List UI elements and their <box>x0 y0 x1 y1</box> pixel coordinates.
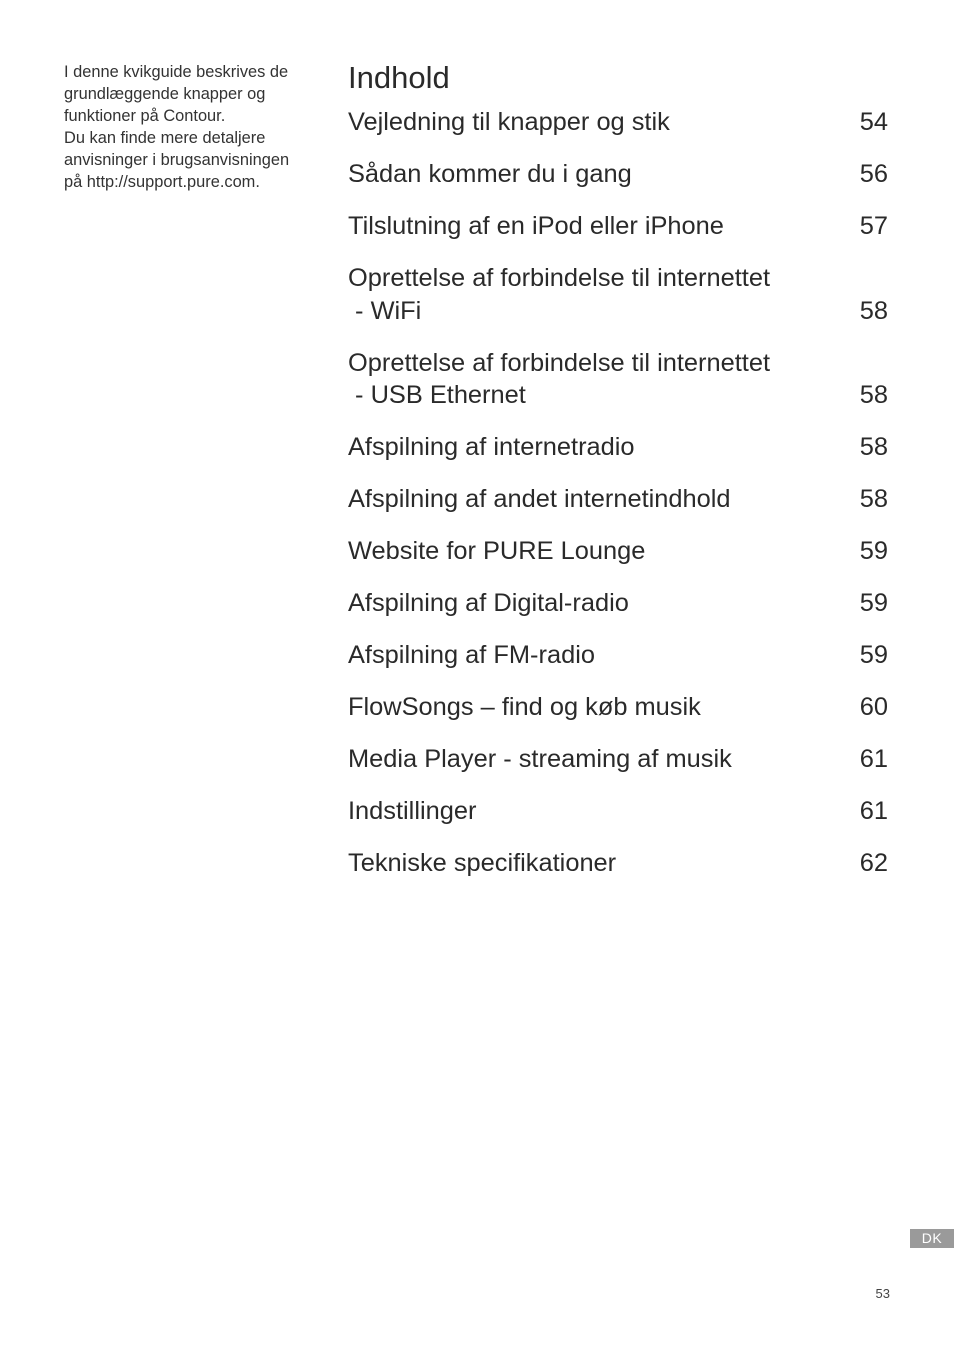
toc-item-page: 60 <box>859 693 888 721</box>
toc-title: Indhold <box>348 60 450 95</box>
toc-item-label: Tekniske specifikationer <box>348 849 617 877</box>
intro-line: Du kan finde mere detaljere <box>64 129 266 147</box>
intro-line: funktioner på Contour. <box>64 107 226 125</box>
toc-item-label: Afspilning af FM-radio <box>348 641 595 669</box>
toc-item-label: FlowSongs – find og køb musik <box>348 693 701 721</box>
toc-item-page: 57 <box>859 212 888 240</box>
toc-item[interactable] <box>348 795 888 828</box>
toc-item-page: 58 <box>859 433 888 461</box>
toc-item-page: 54 <box>859 108 888 136</box>
intro-line: på http://support.pure.com. <box>64 173 260 191</box>
toc-item-page: 62 <box>859 849 888 877</box>
intro-line: anvisninger i brugsanvisningen <box>64 151 290 169</box>
toc-item-label-continued: - USB Ethernet <box>348 381 526 409</box>
toc-item[interactable] <box>348 847 888 880</box>
toc-item-label: Sådan kommer du i gang <box>348 160 632 188</box>
toc-item[interactable] <box>348 210 888 243</box>
toc-item[interactable] <box>348 431 888 464</box>
toc-item-label: Tilslutning af en iPod eller iPhone <box>348 212 724 240</box>
toc-item[interactable] <box>348 262 888 327</box>
toc-item-page: 61 <box>859 797 888 825</box>
toc-item-page: 61 <box>859 745 888 773</box>
toc-list <box>348 106 888 880</box>
toc-item-page: 58 <box>859 381 888 409</box>
toc-item-page: 59 <box>859 589 888 617</box>
toc-item[interactable] <box>348 483 888 516</box>
toc-item-page: 58 <box>859 296 888 325</box>
intro-line: I denne kvikguide beskrives de <box>64 63 289 81</box>
toc-item-label: Indstillinger <box>348 797 477 825</box>
toc-item-label: Media Player - streaming af musik <box>348 745 732 773</box>
toc-item[interactable] <box>348 106 888 139</box>
toc-item-label: Vejledning til knapper og stik <box>348 108 670 136</box>
toc-item-label: Afspilning af Digital-radio <box>348 589 629 617</box>
table-of-contents <box>348 58 888 899</box>
toc-item-page: 59 <box>859 641 888 669</box>
toc-item-page: 56 <box>859 160 888 188</box>
language-badge: DK <box>910 1229 954 1248</box>
toc-item-label: Oprettelse af forbindelse til internettet <box>348 348 770 377</box>
toc-item[interactable] <box>348 743 888 776</box>
intro-line: grundlæggende knapper og <box>64 85 266 103</box>
toc-item-label: Afspilning af internetradio <box>348 433 635 461</box>
toc-item-label: Afspilning af andet internetindhold <box>348 485 731 513</box>
toc-item-label-continued: - WiFi <box>348 296 422 325</box>
toc-item[interactable] <box>348 639 888 672</box>
toc-item[interactable] <box>348 535 888 568</box>
toc-item-label: Oprettelse af forbindelse til internettet <box>348 264 770 292</box>
toc-item-label: Website for PURE Lounge <box>348 537 646 565</box>
intro-text <box>64 61 314 193</box>
toc-item-page: 58 <box>859 485 888 513</box>
toc-item-page: 59 <box>859 537 888 565</box>
page-number: 53 <box>875 1286 890 1301</box>
toc-item[interactable] <box>348 158 888 191</box>
toc-item[interactable] <box>348 587 888 620</box>
toc-item[interactable] <box>348 691 888 724</box>
toc-item[interactable] <box>348 347 888 412</box>
